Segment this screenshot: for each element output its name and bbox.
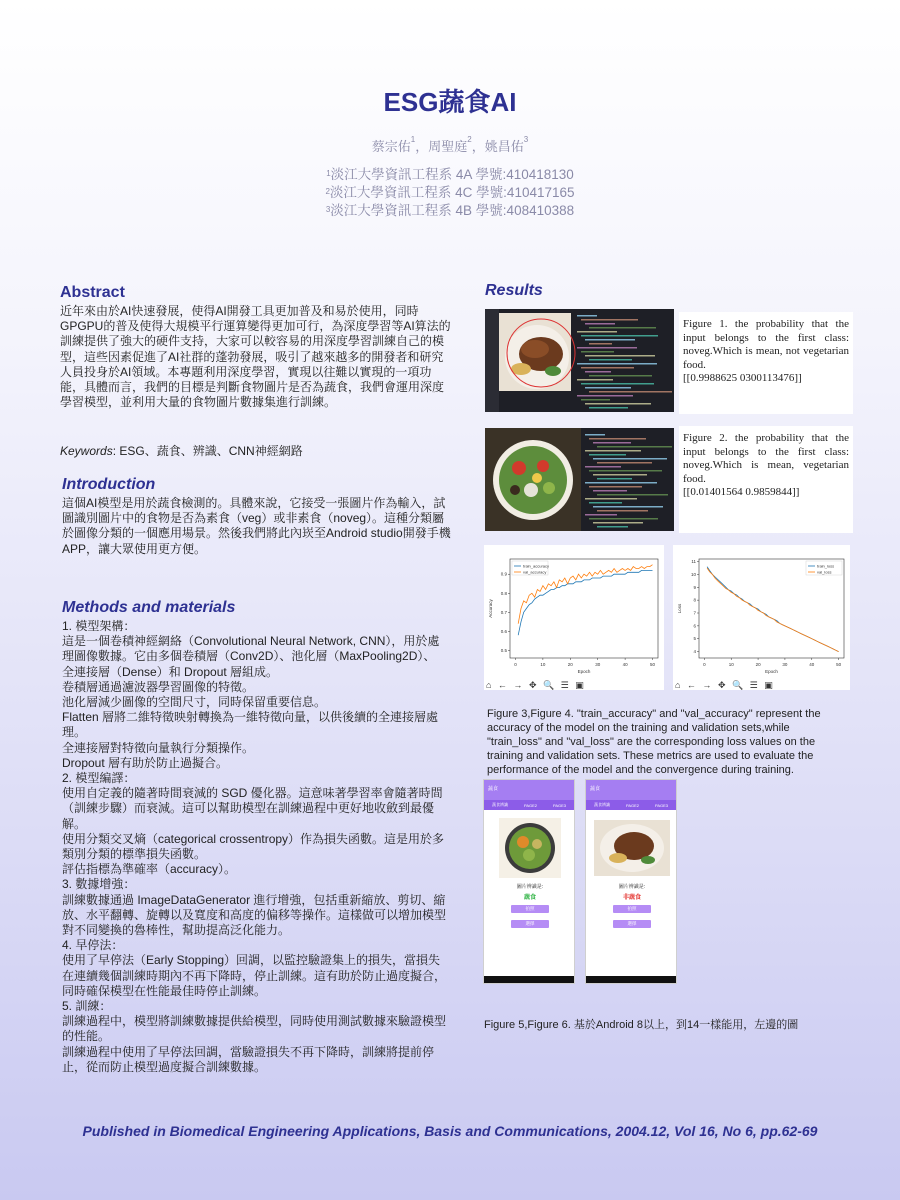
take-photo-button[interactable]: 拍照 bbox=[613, 905, 651, 913]
methods-line: 1. 模型架構： bbox=[62, 619, 136, 633]
result-value: 非蔬食 bbox=[622, 895, 641, 901]
poster-title: ESG蔬食AI bbox=[383, 87, 517, 117]
methods-line: 5. 訓練： bbox=[62, 999, 112, 1014]
affiliation bbox=[0, 184, 900, 202]
code-line bbox=[581, 399, 610, 401]
code-line bbox=[597, 446, 672, 448]
chart-toolbar[interactable]: ⌂ ← → ✥ 🔍 ☰ ▣ bbox=[675, 680, 775, 690]
author-name: 姚昌佑 bbox=[484, 139, 524, 154]
methods-line: 2. 模型編譯： bbox=[62, 771, 136, 786]
legend-label: train_accuracy bbox=[523, 563, 550, 569]
code-line bbox=[577, 315, 597, 317]
app-tab[interactable]: PAGE2 bbox=[625, 802, 639, 808]
affiliation-sup: 1 bbox=[326, 169, 331, 178]
x-axis-label: Epoch bbox=[765, 669, 778, 674]
affiliation-text: 淡江大學資訊工程系 4B 學號:408410388 bbox=[330, 203, 575, 218]
code-line bbox=[597, 478, 632, 480]
code-line bbox=[585, 339, 635, 341]
affiliation-text: 淡江大學資訊工程系 4A 學號:410418130 bbox=[330, 167, 574, 182]
methods-line: 3. 數據增強： bbox=[62, 877, 136, 892]
x-tick-label: 40 bbox=[809, 662, 815, 667]
code-line bbox=[589, 438, 646, 440]
code-line bbox=[589, 407, 628, 409]
code-line bbox=[585, 482, 657, 484]
figure2-caption-value: [[0.01401564 0.9859844]] bbox=[683, 486, 800, 498]
code-line bbox=[589, 359, 632, 361]
figure34-caption: Figure 3,Figure 4. "train_accuracy" and "val_accuracy" represent the accuracy of the model on the training and validation sets,while "train_loss" and "val_loss" are the corresponding loss values on the training and validation sets. These metrics are used to evaluate the performance of the model and the convergence during training. bbox=[487, 708, 821, 776]
code-line bbox=[577, 363, 657, 365]
code-line bbox=[585, 498, 637, 500]
affiliation bbox=[0, 166, 900, 184]
code-line bbox=[593, 522, 643, 524]
code-line bbox=[585, 434, 605, 436]
methods-line: Dropout 層有助於防止過擬合。 bbox=[62, 755, 229, 770]
author-sup: 1 bbox=[410, 135, 416, 144]
x-tick-label: 10 bbox=[728, 662, 734, 667]
code-line bbox=[581, 383, 654, 385]
figure1-caption-value: [[0.9988625 0300113476]] bbox=[683, 372, 802, 384]
code-line bbox=[585, 514, 617, 516]
code-line bbox=[585, 323, 615, 325]
code-line bbox=[577, 347, 637, 349]
results-heading: Results bbox=[485, 282, 543, 299]
figure4-loss-chart bbox=[673, 545, 850, 690]
code-line bbox=[589, 470, 662, 472]
author-name: 蔡宗佑 bbox=[371, 139, 411, 154]
choose-photo-button[interactable]: 選擇 bbox=[511, 920, 549, 928]
code-line bbox=[589, 518, 658, 520]
methods-line: 評估指標為準確率（accuracy）。 bbox=[62, 862, 237, 877]
x-axis-label: Epoch bbox=[577, 669, 591, 674]
y-tick-label: 8 bbox=[693, 597, 696, 603]
android-nav-bar bbox=[586, 976, 676, 983]
x-tick-label: 40 bbox=[622, 662, 628, 667]
figure1-caption-text: Figure 1. the probability that the input belongs to the first class: noveg.Which is mean, not vegetarian food. bbox=[683, 318, 849, 371]
code-line bbox=[593, 490, 627, 492]
result-value: 蔬食 bbox=[523, 895, 536, 901]
x-tick-label: 20 bbox=[567, 662, 573, 667]
code-line bbox=[593, 506, 663, 508]
code-line bbox=[597, 494, 668, 496]
y-tick-label: 11 bbox=[691, 559, 696, 565]
code-line bbox=[585, 371, 611, 373]
code-line bbox=[589, 327, 656, 329]
methods-line: 這是一個卷積神經網絡（Convolutional Neural Network, CNN），用於處理圖像數據。它由多個卷積層（Conv2D）、池化層（MaxPooling2D）、全連接層（Dense）和 Dropout 層組成。 bbox=[62, 634, 440, 679]
affiliation bbox=[0, 202, 900, 220]
figure2-caption bbox=[683, 432, 849, 500]
x-tick-label: 50 bbox=[650, 662, 656, 667]
food-photo-veg bbox=[499, 818, 561, 878]
code-line bbox=[597, 510, 648, 512]
figure2-caption-panel bbox=[679, 426, 853, 533]
y-tick-label: 0.8 bbox=[500, 590, 507, 596]
y-tick-label: 10 bbox=[690, 571, 696, 577]
code-line bbox=[585, 403, 651, 405]
code-line bbox=[589, 486, 642, 488]
code-line bbox=[577, 331, 617, 333]
legend-label: val_accuracy bbox=[523, 569, 547, 575]
app-header: 蔬食 bbox=[484, 780, 574, 800]
result-label: 圖片辨識是: bbox=[516, 884, 544, 890]
code-line bbox=[589, 391, 672, 393]
code-line bbox=[597, 462, 652, 464]
app-header: 蔬食 bbox=[586, 780, 676, 800]
code-line bbox=[581, 319, 638, 321]
affiliation-text: 淡江大學資訊工程系 4C 學號:410417165 bbox=[329, 185, 575, 200]
introduction-text: 這個AI模型是用於蔬食檢測的。具體來說，它接受一張圖片作為輸入，試圖識別圖片中的食物是否為素食（veg）或非素食（noveg）。這種分類屬於圖像分類的一個應用場景。然後我們將此內崁至Android studio開發手機APP，讓大眾使用更方便。 bbox=[62, 496, 451, 556]
methods-line: 使用分類交叉熵（categorical crossentropy）作為損失函數。這是用於多類別分類的標準損失函數。 bbox=[62, 831, 445, 862]
methods-line: 訓練過程中使用了早停法回調，當驗證損失不再下降時，訓練將提前停止，從而防止模型過度擬合訓練數據。 bbox=[62, 1044, 435, 1074]
methods-line: Flatten 層將二維特徵映射轉換為一維特徵向量，以供後續的全連接層處理。 bbox=[62, 710, 439, 740]
affiliation-sup: 3 bbox=[325, 205, 331, 214]
abstract-heading: Abstract bbox=[60, 284, 125, 301]
figure2-screenshot bbox=[485, 428, 674, 531]
take-photo-button[interactable]: 拍照 bbox=[511, 905, 549, 913]
app-tab[interactable]: 蔬食辨識 bbox=[593, 802, 610, 807]
code-line bbox=[597, 526, 628, 528]
y-axis-label: Loss bbox=[677, 603, 682, 614]
keywords-label: Keywords bbox=[60, 444, 113, 458]
y-tick-label: 9 bbox=[693, 584, 696, 590]
methods-text bbox=[62, 619, 446, 1075]
app-tabs bbox=[484, 800, 574, 810]
author-sup: 3 bbox=[523, 135, 529, 144]
x-tick-label: 20 bbox=[755, 662, 761, 667]
figure2-image bbox=[485, 428, 674, 531]
legend-label: val_loss bbox=[817, 569, 832, 575]
keywords-text: : ESG、蔬食、辨識、CNN神經網路 bbox=[112, 444, 303, 458]
author-sep: ， bbox=[415, 139, 429, 154]
figure1-image bbox=[485, 309, 674, 412]
y-tick-label: 0.5 bbox=[500, 647, 507, 653]
y-tick-label: 0.7 bbox=[500, 609, 507, 615]
result-label: 圖片辨識是: bbox=[618, 884, 646, 890]
y-tick-label: 6 bbox=[693, 623, 696, 629]
series-line-train-loss bbox=[707, 567, 839, 652]
app-tab[interactable]: PAGE2 bbox=[523, 802, 537, 808]
x-tick-label: 10 bbox=[540, 662, 546, 667]
y-tick-label: 0.9 bbox=[500, 571, 507, 577]
keywords bbox=[60, 442, 452, 459]
code-line bbox=[585, 387, 631, 389]
methods-line: 卷積層通過濾波器學習圖像的特徵。 bbox=[62, 679, 255, 694]
series-line-train-accuracy bbox=[518, 570, 652, 635]
abstract-text: 近年來由於AI快速發展，使得AI開發工具更加普及和易於使用，同時GPGPU的普及使得大規模平行運算變得更加可行，為深度學習等AI算法的訓練提供了強大的硬件支持，大家可以較容易的用深度學習訓練自己的模型，這些因素促進了AI社群的蓬勃發展，吸引了越來越多的開發者和研究人員投身於AI領域。本專題利用深度學習，實現以往難以實現的一項功能，具體而言，我們的目標是判斷食物圖片是否為蔬食，我們會運用深度學習模型，並利用大量的食物圖片數據集進行訓練。 bbox=[60, 304, 451, 410]
legend-label: train_loss bbox=[817, 563, 835, 569]
x-tick-label: 50 bbox=[836, 662, 842, 667]
methods-line: 使用了早停法（Early Stopping）回調，以監控驗證集上的損失，當損失在連續幾個訓練時期內不再下降時，停止訓練。這有助於防止過度擬合，同時確保模型在性能最佳時停止訓練。 bbox=[62, 953, 447, 998]
x-tick-label: 0 bbox=[514, 662, 517, 667]
code-line bbox=[589, 454, 626, 456]
author-sup: 2 bbox=[467, 135, 472, 144]
code-line bbox=[581, 335, 658, 337]
code-line bbox=[577, 395, 633, 397]
author-sep: ， bbox=[471, 139, 485, 154]
chart-toolbar[interactable]: ⌂ ← → ✥ 🔍 ☰ ▣ bbox=[486, 680, 586, 690]
code-line bbox=[585, 355, 655, 357]
figure1-caption bbox=[683, 318, 849, 386]
app-tab[interactable]: 蔬食辨識 bbox=[491, 802, 508, 807]
methods-line: 4. 早停法： bbox=[62, 938, 124, 953]
series-line-val-loss bbox=[707, 568, 839, 652]
choose-photo-button[interactable]: 選擇 bbox=[613, 920, 651, 928]
code-line bbox=[593, 442, 631, 444]
code-line bbox=[593, 474, 647, 476]
app-tabs bbox=[586, 800, 676, 810]
app-tab[interactable]: PAGE3 bbox=[654, 802, 669, 808]
methods-line: 訓練數據通過 ImageDataGenerator 進行增強，包括重新縮放、剪切、縮放、水平翻轉、旋轉以及寬度和高度的偏移等操作。這樣做可以增加模型對不同變換的魯棒性，幫助提高泛化能力。 bbox=[62, 892, 447, 938]
methods-line: 池化層減少圖像的空間尺寸，同時保留重要信息。 bbox=[62, 695, 327, 710]
code-line bbox=[585, 450, 641, 452]
y-axis-label: Accuracy bbox=[488, 599, 493, 618]
x-tick-label: 30 bbox=[595, 662, 601, 667]
accuracy-chart-svg bbox=[484, 545, 664, 680]
figure1-caption-panel bbox=[679, 312, 853, 414]
code-line bbox=[577, 379, 613, 381]
methods-line: 全連接層對特徵向量執行分類操作。 bbox=[62, 740, 255, 755]
loss-chart-svg bbox=[673, 545, 850, 680]
methods-line: 使用自定義的隨著時間衰減的 SGD 優化器。這意味著學習率會隨著時間（訓練步驟）而衰減。這可以幫助模型在訓練過程中更好地收斂到最優解。 bbox=[62, 786, 443, 831]
figure3-accuracy-chart bbox=[484, 545, 664, 690]
methods-line: 訓練過程中，模型將訓練數據提供給模型，同時使用測試數據來驗證模型的性能。 bbox=[62, 1014, 447, 1044]
x-tick-label: 30 bbox=[782, 662, 788, 667]
code-line bbox=[589, 502, 622, 504]
code-line bbox=[593, 458, 667, 460]
author-name: 周聖庭 bbox=[428, 139, 468, 154]
introduction-heading: Introduction bbox=[62, 476, 156, 493]
author-list bbox=[0, 136, 900, 155]
code-line bbox=[589, 375, 652, 377]
publication-footer: Published in Biomedical Engineering Applications, Basis and Communications, 2004.12, Vol 16, No 6, pp.62-69 bbox=[82, 1123, 818, 1139]
figure1-screenshot bbox=[485, 309, 674, 412]
phone-screenshot-veg bbox=[483, 779, 575, 984]
figure56-caption: Figure 5,Figure 6. 基於Android 8以上，到14一樣能用，左邊的圖 bbox=[484, 1019, 799, 1031]
code-line bbox=[581, 351, 614, 353]
figure2-caption-text: Figure 2. the probability that the input belongs to the first class: noveg.Which is mean, vegetarian food. bbox=[683, 432, 849, 485]
affiliation-sup: 2 bbox=[325, 187, 330, 196]
code-line bbox=[585, 466, 621, 468]
y-tick-label: 4 bbox=[693, 649, 696, 655]
app-tab[interactable]: PAGE3 bbox=[552, 802, 567, 808]
y-tick-label: 5 bbox=[693, 636, 696, 642]
code-line bbox=[589, 343, 612, 345]
food-photo-noveg bbox=[594, 820, 670, 876]
y-tick-label: 0.6 bbox=[500, 628, 507, 634]
code-line bbox=[581, 367, 634, 369]
methods-heading: Methods and materials bbox=[62, 599, 236, 616]
y-tick-label: 7 bbox=[693, 610, 696, 616]
phone-screenshot-noveg bbox=[585, 779, 677, 984]
android-nav-bar bbox=[484, 976, 574, 983]
x-tick-label: 0 bbox=[703, 662, 706, 667]
